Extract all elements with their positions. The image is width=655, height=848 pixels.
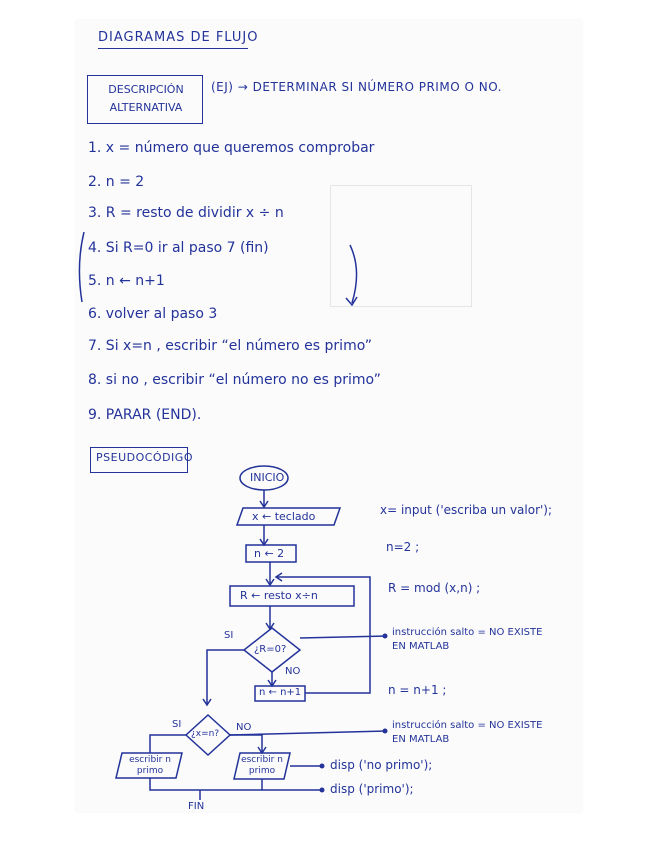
page-title: DIAGRAMAS DE FLUJO [98, 30, 259, 45]
step-4: 4. Si R=0 ir al paso 7 (fin) [88, 240, 269, 256]
step-5: 5. n ← n+1 [88, 273, 165, 289]
si2-label: SI [172, 719, 182, 730]
code-incremento: n = n+1 ; [388, 683, 447, 697]
fin-label: FIN [188, 801, 205, 812]
descripcion-example: (EJ) → DETERMINAR SI NÚMERO PRIMO O NO. [211, 80, 502, 94]
no1-label: NO [285, 666, 301, 677]
step-2: 2. n = 2 [88, 174, 145, 190]
escribir-no-primo-label: escribir n primo [241, 755, 283, 776]
code-salto-2: instrucción salto = NO EXISTE EN MATLAB [392, 720, 543, 745]
descripcion-label: DESCRIPCIÓN ALTERNATIVA [108, 83, 184, 114]
loop-arrow [350, 245, 357, 303]
code-salto-1: instrucción salto = NO EXISTE EN MATLAB [392, 627, 543, 652]
no2-label: NO [236, 722, 252, 733]
code-mod: R = mod (x,n) ; [388, 581, 481, 595]
incremento-label: n ← n+1 [259, 687, 302, 698]
code-input: x= input ('escriba un valor'); [380, 503, 553, 517]
inicio-label: INICIO [250, 471, 285, 484]
escribir-primo-label: escribir n primo [129, 755, 171, 776]
step-9: 9. PARAR (END). [88, 407, 202, 423]
step-3: 3. R = resto de dividir x ÷ n [88, 205, 284, 221]
n2-label: n ← 2 [254, 547, 285, 560]
code-disp-primo: disp ('primo'); [330, 782, 414, 796]
code-disp-no-primo: disp ('no primo'); [330, 758, 433, 772]
step-7: 7. Si x=n , escribir “el número es primo” [88, 338, 373, 354]
step-1: 1. x = número que queremos comprobar [88, 140, 375, 156]
steps-bracket [79, 232, 84, 302]
resto-label: R ← resto x÷n [240, 589, 318, 602]
si1-label: SI [224, 630, 234, 641]
decision-r0-label: ¿R=0? [254, 644, 287, 655]
step-8: 8. si no , escribir “el número no es primo” [88, 372, 381, 388]
decision-xn-label: ¿x=n? [191, 729, 220, 739]
step-6: 6. volver al paso 3 [88, 306, 218, 322]
teclado-label: x ← teclado [252, 510, 316, 523]
pseudocodigo-label: PSEUDOCÓDIGO [96, 451, 193, 464]
code-n2: n=2 ; [386, 540, 420, 554]
